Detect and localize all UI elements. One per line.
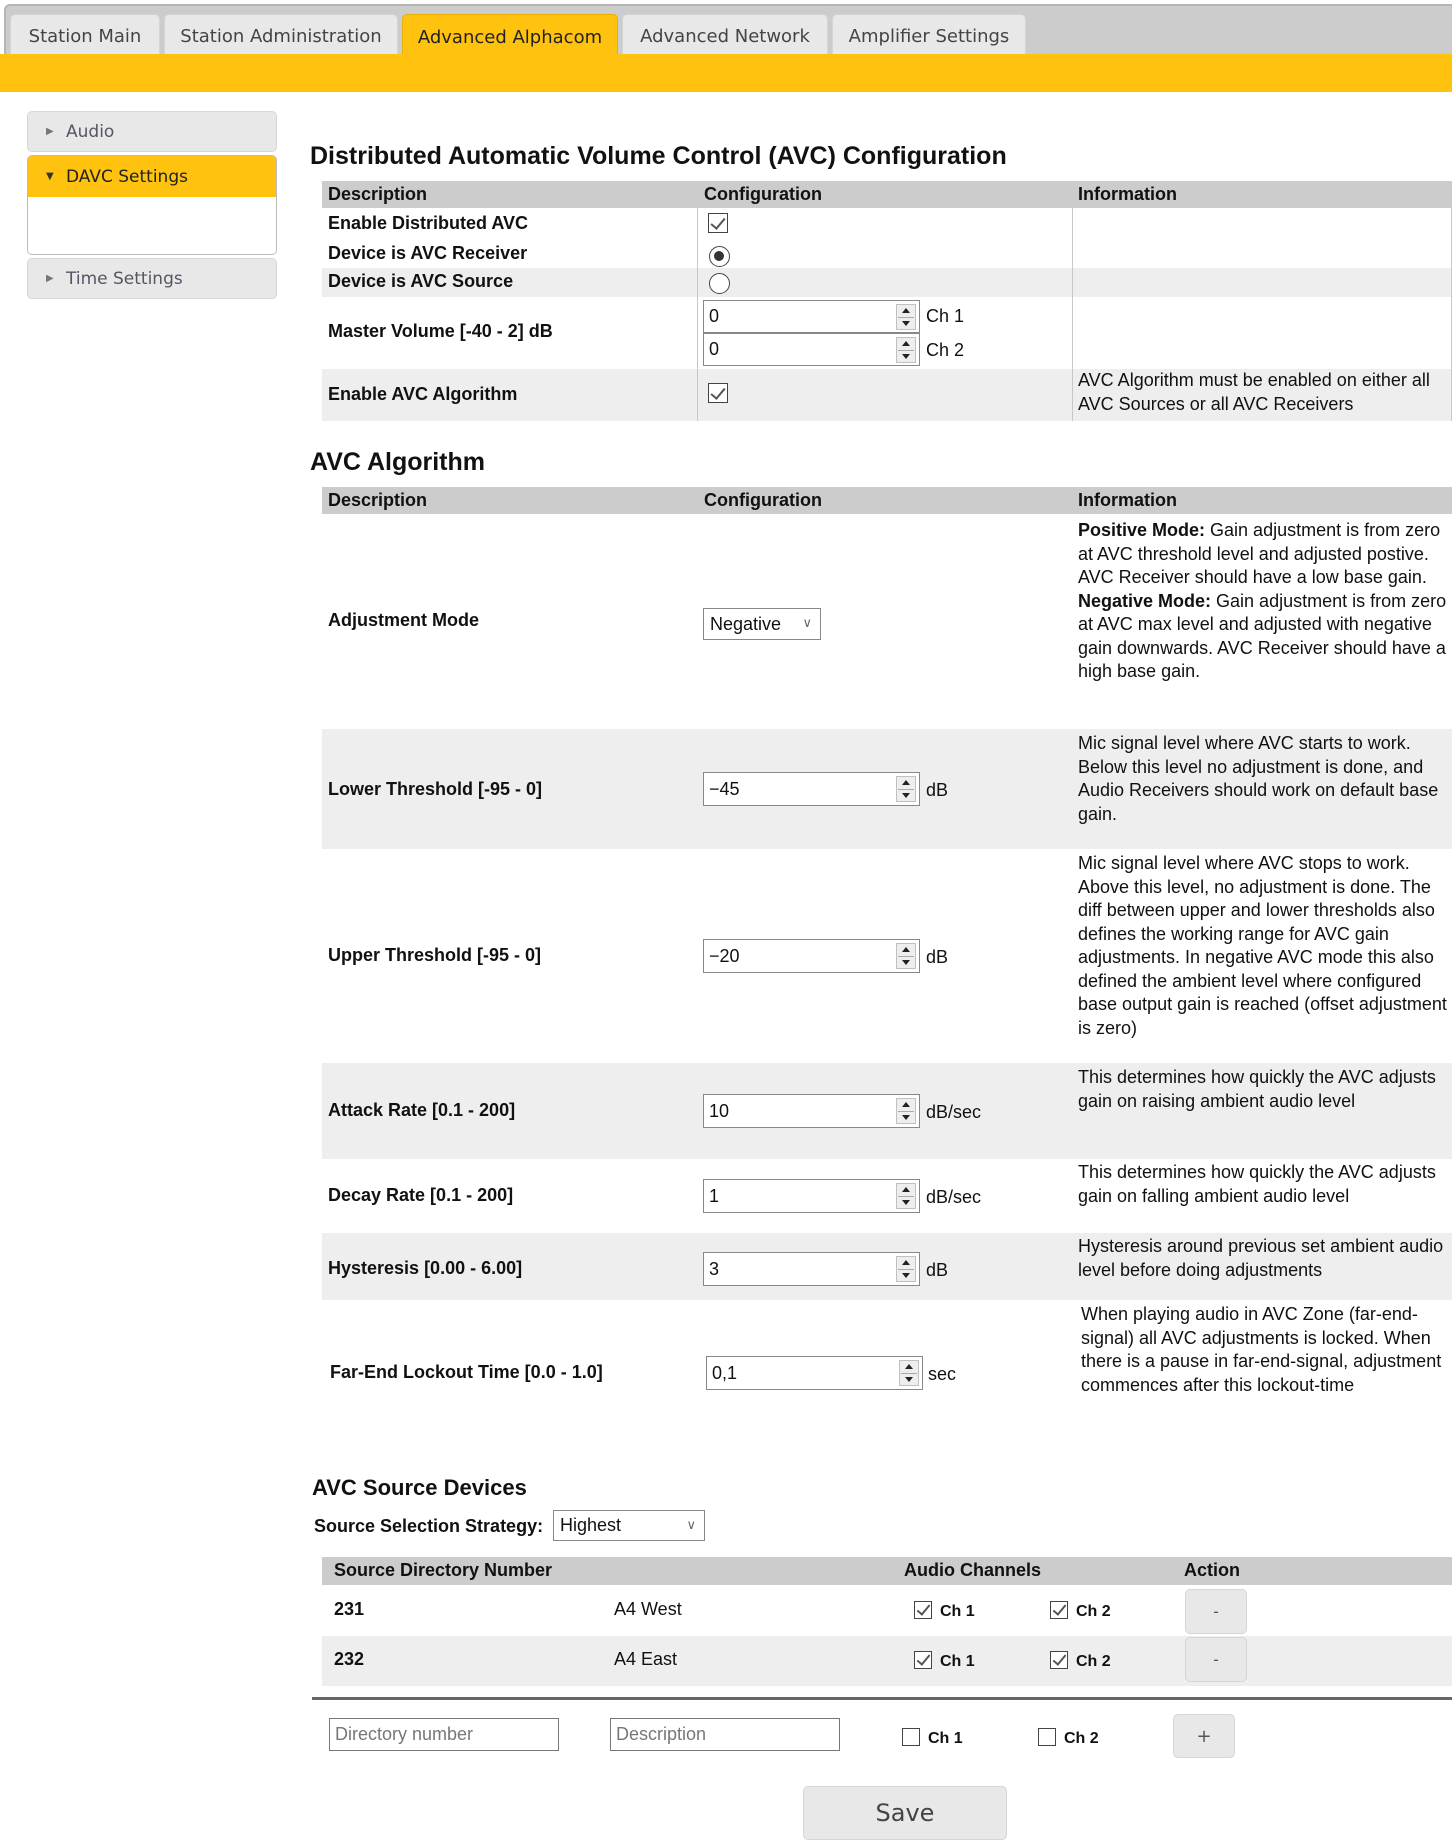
tab-station-administration[interactable]: Station Administration [164, 14, 398, 58]
unit-lower-threshold: dB [926, 780, 949, 800]
ch1-checkbox[interactable] [914, 1601, 932, 1619]
info-positive-title: Positive Mode: [1078, 520, 1206, 540]
adjustment-mode-select[interactable] [703, 608, 821, 640]
sources-table-header [322, 1557, 1452, 1585]
source-description: A4 East [614, 1649, 678, 1669]
spinner-arrows-icon[interactable] [896, 776, 916, 802]
info-adjustment-mode [1078, 519, 1448, 684]
label-avc-receiver: Device is AVC Receiver [328, 243, 528, 263]
info-hysteresis: Hysteresis around previous set ambient audio level before doing adjustments [1078, 1236, 1444, 1280]
remove-source-button[interactable]: - [1185, 1589, 1247, 1634]
ch2-checkbox[interactable] [1050, 1601, 1068, 1619]
table-header [322, 487, 1452, 514]
caret-right-icon: ▶ [46, 273, 54, 284]
add-source-button[interactable]: + [1173, 1714, 1235, 1758]
unit-upper-threshold: dB [926, 947, 949, 967]
chevron-down-icon: ∨ [686, 1517, 696, 1532]
header-configuration: Configuration [704, 184, 822, 204]
sidebar-group-davc [27, 155, 277, 255]
label-enable-distributed: Enable Distributed AVC [328, 213, 529, 233]
davc-title: Distributed Automatic Volume Control (AVC) Configuration [310, 142, 1007, 170]
spinner-arrows-icon[interactable] [896, 1183, 916, 1209]
header-audio-channels: Audio Channels [904, 1560, 1042, 1580]
info-decay-rate: This determines how quickly the AVC adjusts gain on falling ambient audio level [1078, 1162, 1436, 1206]
select-value: Negative [710, 613, 782, 634]
far-end-lockout-input[interactable] [706, 1356, 923, 1390]
master-volume-ch2-input[interactable] [703, 333, 920, 366]
input-value: 0 [709, 306, 720, 326]
header-information: Information [1078, 184, 1177, 204]
unit-decay-rate: dB/sec [926, 1187, 982, 1207]
info-attack-rate: This determines how quickly the AVC adjusts gain on raising ambient audio level [1078, 1067, 1436, 1111]
row-lower-threshold [322, 729, 1452, 849]
label-decay-rate: Decay Rate [0.1 - 200] [328, 1185, 514, 1205]
info-negative: Gain adjustment is from zero at AVC max level and adjusted with negative gain downwards. AVC Receiver should have a high base gain. [1078, 590, 1447, 681]
info-positive: Gain adjustment is from zero at AVC threshold level and adjusted postive. AVC Receiver should have a low base gain. [1078, 520, 1441, 587]
description-input[interactable]: Description [610, 1718, 840, 1751]
top-tab-bar [4, 4, 1452, 54]
header-source-number: Source Directory Number [334, 1560, 553, 1580]
avc-receiver-radio[interactable] [709, 246, 730, 267]
master-volume-ch1-input[interactable] [703, 300, 920, 333]
ch1-checkbox[interactable] [914, 1651, 932, 1669]
input-value: 3 [709, 1258, 720, 1279]
tab-amplifier-settings[interactable]: Amplifier Settings [832, 14, 1026, 58]
ch2-option [1050, 1599, 1111, 1621]
info-enable-algorithm: AVC Algorithm must be enabled on either all AVC Sources or all AVC Receivers [1078, 370, 1430, 414]
input-value: 10 [709, 1100, 730, 1121]
table-header [322, 1557, 1452, 1585]
sidebar-item-label: Audio [66, 121, 115, 142]
algorithm-table [322, 487, 1452, 1447]
info-far-end-lockout: When playing audio in AVC Zone (far-end-signal) all AVC adjustments is locked. When there is a pause in far-end-signal, adjustment commences after this lockout-time [1081, 1304, 1442, 1395]
strategy-label: Source Selection Strategy: [314, 1516, 544, 1536]
sidebar-item-label: Time Settings [66, 268, 183, 289]
hysteresis-input[interactable] [703, 1252, 920, 1286]
decay-rate-input[interactable] [703, 1179, 920, 1213]
caret-right-icon: ▶ [46, 126, 54, 137]
column-divider [697, 208, 698, 421]
sidebar-item-time-settings[interactable] [27, 258, 277, 299]
spinner-arrows-icon[interactable] [896, 304, 916, 330]
input-value: 0,1 [712, 1362, 738, 1383]
spinner-arrows-icon[interactable] [896, 1256, 916, 1282]
enable-algorithm-checkbox[interactable] [708, 383, 728, 403]
header-description: Description [328, 184, 428, 204]
strategy-select[interactable] [553, 1510, 705, 1541]
source-row [322, 1636, 1452, 1686]
label-lower-threshold: Lower Threshold [-95 - 0] [328, 779, 543, 799]
spinner-arrows-icon[interactable] [899, 1360, 919, 1386]
row-enable-distributed [322, 208, 1452, 268]
ch1-label: Ch 1 [940, 1653, 975, 1670]
label-hysteresis: Hysteresis [0.00 - 6.00] [328, 1258, 523, 1278]
source-number: 232 [334, 1649, 365, 1669]
ch2-label: Ch 2 [1064, 1730, 1099, 1747]
sidebar-item-label: DAVC Settings [66, 166, 188, 187]
remove-source-button[interactable]: - [1185, 1637, 1247, 1682]
label-master-volume: Master Volume [-40 - 2] dB [328, 321, 553, 341]
caret-down-icon: ▼ [46, 171, 54, 182]
source-description: A4 West [614, 1599, 682, 1619]
ch1-option [914, 1649, 975, 1671]
ch1-label: Ch 1 [928, 1730, 963, 1747]
directory-number-input[interactable]: Directory number [329, 1718, 559, 1751]
row-adjustment-mode [322, 514, 1452, 729]
tab-station-main[interactable]: Station Main [10, 14, 160, 58]
algorithm-title: AVC Algorithm [310, 448, 485, 476]
row-decay-rate [322, 1159, 1452, 1233]
info-negative-title: Negative Mode: [1078, 590, 1212, 611]
ch2-label: Ch 2 [1076, 1603, 1111, 1620]
info-lower-threshold: Mic signal level where AVC starts to work. Below this level no adjustment is done, and Audio Receivers should work on default base gain. [1078, 733, 1439, 824]
new-ch1-checkbox[interactable] [902, 1728, 920, 1746]
enable-distributed-checkbox[interactable] [708, 213, 728, 233]
source-number: 231 [334, 1599, 365, 1619]
input-value: 1 [709, 1185, 720, 1206]
row-attack-rate [322, 1063, 1452, 1159]
spinner-arrows-icon[interactable] [896, 337, 916, 363]
row-avc-source [322, 268, 1452, 297]
ch2-option [1050, 1649, 1111, 1671]
source-row [322, 1586, 1452, 1636]
row-master-volume [322, 297, 1452, 369]
input-value: −20 [709, 945, 740, 966]
unit-ch2: Ch 2 [926, 340, 965, 360]
header-description: Description [328, 490, 428, 510]
input-value: 0 [709, 339, 720, 359]
unit-attack-rate: dB/sec [926, 1102, 982, 1122]
row-enable-algorithm [322, 369, 1452, 421]
accent-bar [0, 54, 1452, 92]
new-ch1-option [902, 1726, 963, 1748]
save-button[interactable]: Save [803, 1786, 1007, 1840]
spinner-arrows-icon[interactable] [896, 1098, 916, 1124]
upper-threshold-input[interactable] [703, 939, 920, 973]
label-far-end-lockout: Far-End Lockout Time [0.0 - 1.0] [330, 1362, 603, 1382]
ch1-label: Ch 1 [940, 1603, 975, 1620]
label-avc-source: Device is AVC Source [328, 271, 514, 291]
lower-threshold-input[interactable] [703, 772, 920, 806]
sidebar-item-davc-settings[interactable] [28, 156, 276, 197]
input-value: −45 [709, 778, 740, 799]
header-action: Action [1184, 1560, 1240, 1580]
label-upper-threshold: Upper Threshold [-95 - 0] [328, 945, 542, 965]
info-upper-threshold: Mic signal level where AVC stops to work. Above this level, no adjustment is done. The diff between upper and lower thresholds also defines the working range for AVC gain adjustments. In negative AVC mode this also defined the ambient level where configured base output gain is reached (offset adjustment is zero) [1078, 853, 1447, 1038]
ch1-option [914, 1599, 975, 1621]
header-configuration: Configuration [704, 490, 822, 510]
tab-advanced-alphacom[interactable]: Advanced Alphacom [402, 14, 618, 60]
avc-source-radio[interactable] [709, 273, 730, 294]
unit-far-end-lockout: sec [928, 1364, 957, 1384]
new-ch2-option [1038, 1726, 1099, 1748]
sidebar [27, 111, 277, 302]
unit-hysteresis: dB [926, 1260, 949, 1280]
label-adjustment-mode: Adjustment Mode [328, 610, 479, 630]
table-header [322, 181, 1452, 208]
select-value: Highest [560, 1515, 622, 1535]
new-ch2-checkbox[interactable] [1038, 1728, 1056, 1746]
column-divider [1072, 208, 1073, 421]
attack-rate-input[interactable] [703, 1094, 920, 1128]
tab-advanced-network[interactable]: Advanced Network [622, 14, 828, 58]
unit-ch1: Ch 1 [926, 306, 965, 326]
label-attack-rate: Attack Rate [0.1 - 200] [328, 1100, 516, 1120]
spinner-arrows-icon[interactable] [896, 943, 916, 969]
davc-config-table [322, 181, 1452, 421]
header-information: Information [1078, 490, 1177, 510]
row-hysteresis [322, 1233, 1452, 1300]
row-far-end-lockout [322, 1300, 1452, 1450]
chevron-down-icon: ∨ [802, 615, 812, 630]
row-upper-threshold [322, 849, 1452, 1063]
separator-line [312, 1697, 1452, 1700]
label-enable-algorithm: Enable AVC Algorithm [328, 384, 518, 404]
sources-title: AVC Source Devices [312, 1475, 527, 1500]
sidebar-group-body [28, 197, 276, 254]
sidebar-item-audio[interactable] [27, 111, 277, 152]
ch2-label: Ch 2 [1076, 1653, 1111, 1670]
ch2-checkbox[interactable] [1050, 1651, 1068, 1669]
